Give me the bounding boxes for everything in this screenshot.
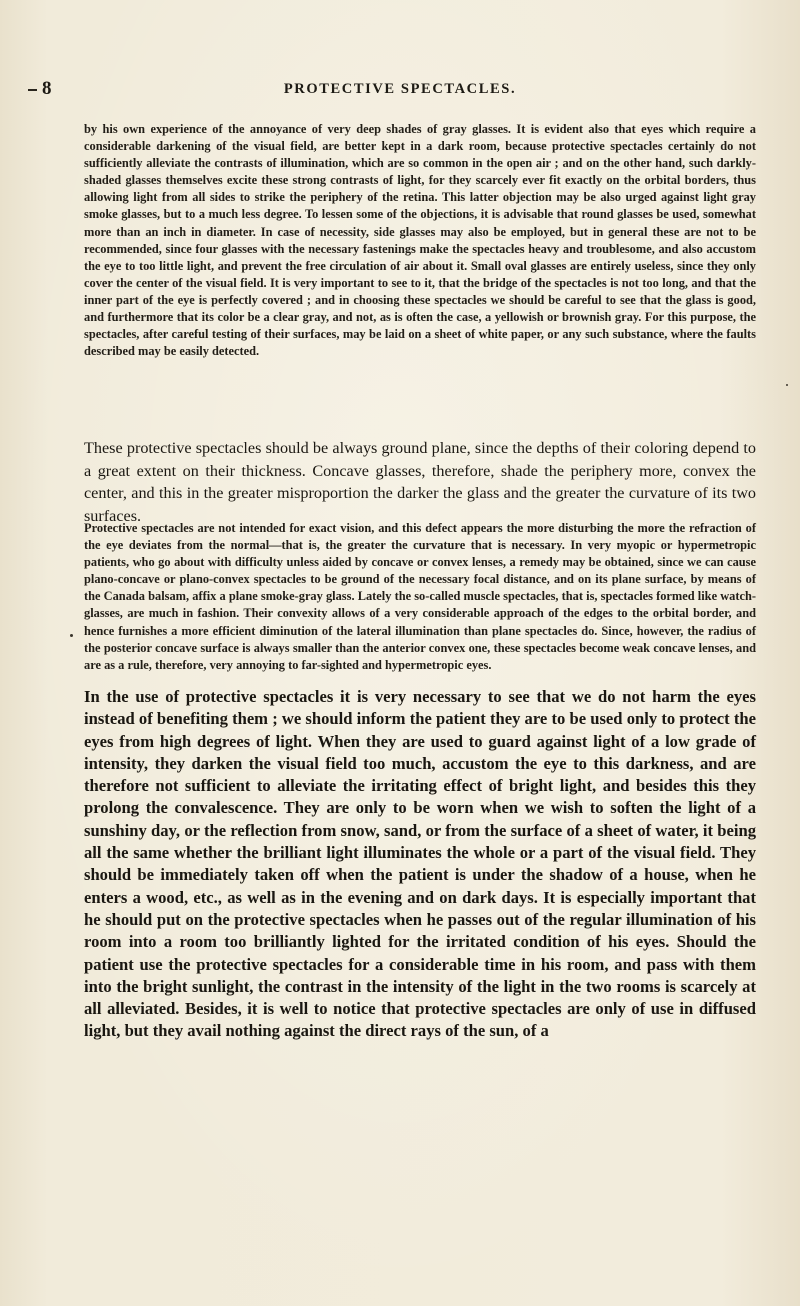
page-number: 8 xyxy=(42,78,53,99)
running-title: PROTECTIVE SPECTACLES. xyxy=(283,81,517,97)
ink-spot xyxy=(70,634,73,637)
paragraph-ground-plane: These protective spectacles should be always ground plane, since the depths of their coloring depend to a great extent on their thickness. Concave glasses, therefore, shade the periphery more, convex the center, and this in the greater misproportion the darker the glass and the greater the curvature of its two surfaces. xyxy=(84,439,756,525)
paragraph-use-of-spectacles: In the use of protective spectacles it is very necessary to see that we do not harm the eyes instead of benefiting them ; we should inform the patient they are to be used only to protect the eyes from high degrees of light. When they are used to guard against light of a low grade of intensity, they darken the visual field too much, accustom the eye to this darkness, and are therefore not sufficient to alleviate the irritating effect of bright light, and besides this they prolong the convalescence. They are only to be worn when we wish to soften the light of a sunshiny day, or the reflection from snow, sand, or from the surface of a sheet of water, it being all the same whether the brilliant light illuminates the whole or a part of the visual field. They should be immediately taken off when the patient is under the shadow of a house, when he enters a wood, etc., as well as in the evening and on dark days. It is especially important that he should put on the protective spectacles when he passes out of the regular illumination of his room into a room too brilliantly lighted for the irritated condition of his eyes. Should the patient use the protective spectacles for a considerable time in his room, and pass with them into the bright sunlight, the contrast in the intensity of the light in the two rooms is scarcely at all alleviated. Besides, it is well to notice that protective spectacles are only of use in diffused light, but they avail nothing against the direct rays of the sun, of a xyxy=(84,687,756,1041)
running-head xyxy=(0,78,800,102)
paragraph-exact-vision: Protective spectacles are not intended for exact vision, and this defect appears the more disturbing the more the refraction of the eye deviates from the normal—that is, the greater the curvature that is necessary. In very myopic or hypermetropic patients, who go about with difficulty unless aided by concave or convex lenses, a remedy may be obtained, since we can cause plano-concave or plano-convex spectacles to be ground of the necessary focal distance, and on its plane surface, by means of the Canada balsam, affix a plane smoke-gray glass. Lately the so-called muscle spectacles, that is, spectacles formed like watch-glasses, are much in fashion. Their convexity allows of a very considerable approach of the edges to the orbital border, and hence furnishes a more efficient diminution of the lateral illumination than plane spectacles do. Since, however, the radius of the posterior concave surface is always smaller than the anterior convex one, these spectacles become weak concave lenses, and are as a rule, therefore, very annoying to far-sighted and hypermetropic eyes. xyxy=(84,521,756,672)
ink-spot xyxy=(786,384,788,386)
paragraph-gray-glasses: by his own experience of the annoyance of very deep shades of gray glasses. It is evident also that eyes which require a considerable darkening of the visual field, are better kept in a dark room, because protective spectacles certainly do not sufficiently alleviate the contrasts of illumination, which are so common in the open air ; and on the other hand, such darkly-shaded glasses themselves excite these strong contrasts of light, for they scarcely ever fit exactly on the orbital borders, thus allowing light from all sides to strike the periphery of the retina. This latter objection may be also urged against light gray smoke glasses, but to a much less degree. To lessen some of the objections, it is advisable that round glasses be used, somewhat more than an inch in diameter. In case of necessity, side glasses may also be employed, but in general these are not to be recommended, since four glasses with the necessary fastenings make the spectacles heavy and troublesome, and also accustom the eye to too little light, and prevent the free circulation of air about it. Small oval glasses are entirely useless, since they only cover the center of the visual field. It is very important to see to it, that the bridge of the spectacles is not too long, and that the inner part of the eye is perfectly covered ; and in choosing these spectacles we should be careful to see that the glass is good, and furthermore that its color be a clear gray, and not, as is often the case, a yellowish or brownish gray. For this purpose, the spectacles, after careful testing of their surfaces, may be laid on a sheet of white paper, or any such substance, where the faults described may be easily detected. xyxy=(84,122,756,359)
